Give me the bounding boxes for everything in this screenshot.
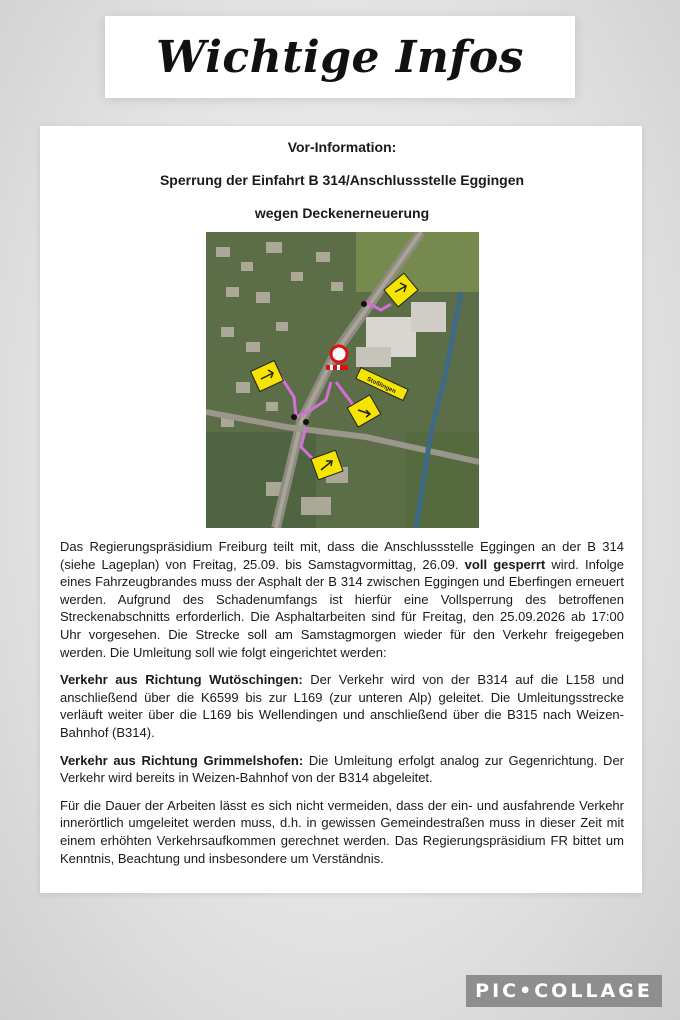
closing-paragraph: Für die Dauer der Arbeiten lässt es sich nicht vermeiden, dass der ein- und ausfahrende Verkehr innerörtlich umgeleitet werden muss, d.h. in gewissen Gemeindestraßen muss in dieser Zeit mit einem erhöhten Verkehrsaufkommen gerechnet werden. Das Regierungspräsidium FR bittet um Kenntnis, Beachtung und insbesondere um Verständnis. (60, 797, 624, 866)
doc-heading-1: Vor-Information: (287, 139, 397, 155)
title-banner (105, 16, 575, 98)
map-sign-label: Stoßlingen (365, 376, 396, 396)
info-document (40, 126, 642, 893)
pic-collage-watermark: PIC•COLLAGE (466, 975, 662, 1007)
direction-wutoeschingen-label: Verkehr aus Richtung Wutöschingen: (60, 672, 303, 688)
site-plan-map (206, 232, 479, 528)
doc-heading-2: Sperrung der Einfahrt B 314/Anschlussstelle Eggingen (159, 172, 525, 188)
direction-grimmelshofen-paragraph: Verkehr aus Richtung Grimmelshofen: Die Umleitung erfolgt analog zur Gegenrichtung. Der Verkehr wird bereits in Weizen-Bahnhof von der B314 abgeleitet. (60, 752, 624, 786)
banner-title: Wichtige Infos (156, 31, 524, 83)
doc-heading-3: wegen Deckenerneuerung (254, 205, 430, 221)
closure-emphasis: voll gesperrt (464, 556, 546, 572)
intro-paragraph: Das Regierungspräsidium Freiburg teilt mit, dass die Anschlussstelle Eggingen an der B 314 (siehe Lageplan) von Freitag, 25.09. bis Samstagvormittag, 26.09. voll gesperrt wird. Infolge eines Fahrzeugbrandes muss der Asphalt der B 314 zwischen Eggingen und Eberfingen erneuert werden. Aufgrund des Schadenumfangs ist hierfür eine Vollsperrung des betroffenen Streckenabschnitts erforderlich. Die Asphaltarbeiten sind für Freitag, den 25.09.2026 ab 17:00 Uhr vorgesehen. Die Strecke soll am Samstagmorgen wieder für den Verkehr freigegeben werden. Die Umleitung soll wie folgt eingerichtet werden: (60, 539, 624, 660)
direction-grimmelshofen-label: Verkehr aus Richtung Grimmelshofen: (60, 752, 304, 768)
direction-wutoeschingen-paragraph: Verkehr aus Richtung Wutöschingen: Der Verkehr wird von der B314 auf die L158 und anschließend über die K6599 bis zur L169 (zur unteren Alp) geleitet. Die Umleitungsstrecke verläuft weiter über die L169 bis Wellendingen und anschließend über die B315 nach Weizen-Bahnhof (B314). (60, 672, 624, 740)
